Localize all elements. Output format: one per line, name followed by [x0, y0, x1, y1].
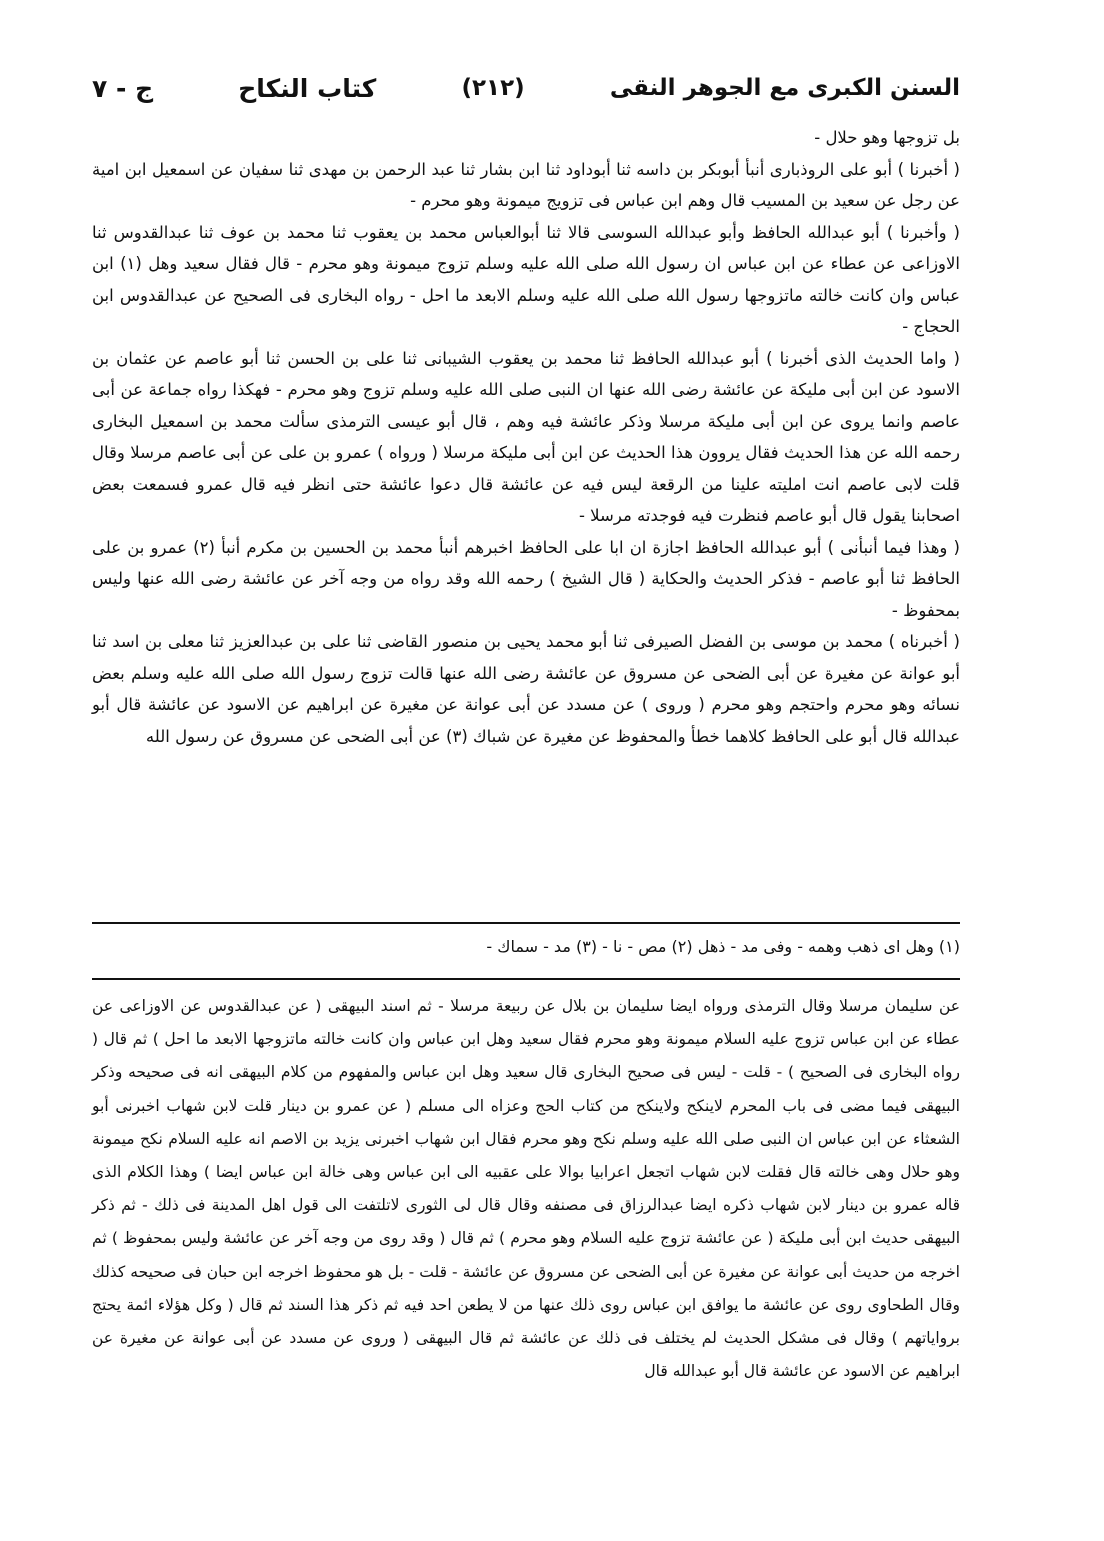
- main-paragraph: ( وأخبرنا ) أبو عبدالله الحافظ وأبو عبدالله السوسى قالا ثنا أبوالعباس محمد بن يعقوب ثنا محمد بن عوف ثنا عبدالقدوس ثنا الاوزاعى عن عطاء عن ابن عباس ان رسول الله صلى الله عليه وسلم تزوج ميمونة وهو محرم - قال فقال سعيد وهل (١) ابن عباس وان كانت خالته ماتزوجها رسول الله صلى الله عليه وسلم الابعد ما احل - رواه البخارى فى الصحيح عن عبدالقدوس ابن الحجاج -: [92, 222, 961, 336]
- page-header: [92, 60, 960, 116]
- volume-number: ج - ٧: [92, 73, 154, 103]
- main-paragraph: ( أخبرنا ) أبو على الروذبارى أنبأ أبوبكر بن داسه ثنا أبوداود ثنا ابن بشار ثنا عبد الرحمن بن مهدى ثنا سفيان عن اسمعيل ابن امية عن رجل عن سعيد بن المسيب قال وهم ابن عباس فى تزويج ميمونة وهو محرم -: [92, 159, 960, 210]
- main-text: [92, 122, 960, 752]
- main-paragraph: بل تزوجها وهو حلال -: [814, 128, 960, 147]
- book-title: السنن الكبرى مع الجوهر النقى: [609, 75, 960, 101]
- commentary-text: [92, 990, 960, 1388]
- main-paragraph: ( أخبرناه ) محمد بن موسى بن الفضل الصيرفى ثنا أبو محمد يحيى بن منصور القاضى ثنا على بن عبدالعزيز ثنا معلى بن اسد ثنا أبو عوانة عن مغيرة عن أبى الضحى عن مسروق عن عائشة رضى الله عنها قالت تزوج رسول الله صلى الله عليه وسلم بعض نسائه وهو محرم واحتجم وهو محرم ( وروى ) عن مسدد عن أبى عوانة عن مغيرة عن ابراهيم عن الاسود عن عائشة قال أبو عبدالله قال أبو على الحافظ كلاهما خطأ والمحفوظ عن مغيرة عن شباك (٣) عن أبى الضحى عن مسروق عن رسول الله: [92, 632, 960, 746]
- page-number: (٢١٢): [461, 75, 525, 101]
- footnote: (١) وهل اى ذهب وهمه - وفى مد - ذهل (٢) مص - نا - (٣) مد - سماك -: [486, 937, 960, 956]
- book-page: [92, 60, 960, 1520]
- chapter-title: كتاب النكاح: [238, 73, 377, 103]
- commentary-divider: [92, 978, 960, 980]
- main-paragraph: ( واما الحديث الذى أخبرنا ) أبو عبدالله الحافظ ثنا محمد بن يعقوب الشيبانى ثنا على بن الحسن ثنا أبو عاصم عن عثمان بن الاسود عن ابن أبى مليكة عن عائشة رضى الله عنها ان النبى صلى الله عليه وسلم تزوج وهو محرم - فهكذا رواه جماعة عن أبى عاصم وانما يروى عن ابن أبى مليكة مرسلا وذكر عائشة فيه وهم ، قال أبو عيسى الترمذى سألت محمد بن اسمعيل البخارى رحمه الله عن هذا الحديث فقال يروون هذا الحديث عن ابن أبى مليكة مرسلا ( ورواه ) عمرو بن على عن أبى عاصم مرسلا وقال قلت لابى عاصم انت امليته علينا من الرقعة ليس فيه عن عائشة قال دعوا عائشة حتى انظر فيه قال عمرو فسمعت بعض اصحابنا يقول قال أبو عاصم فنظرت فيه فوجدته مرسلا -: [92, 348, 960, 525]
- footnote-divider: [92, 922, 960, 924]
- commentary-paragraph: عن سليمان مرسلا وقال الترمذى ورواه ايضا سليمان بن بلال عن ربيعة مرسلا - ثم اسند البيهقى ( عن عبدالقدوس عن الاوزاعى عن عطاء عن ابن عباس تزوج عليه السلام ميمونة وهو محرم فقال سعيد وهل ابن عباس وان كانت خالته ماتزوجها الابعد ما احل ) ثم قال ( رواه البخارى فى الصحيح ) - قلت - ليس فى صحيح البخارى قال سعيد وهل ابن عباس والمفهوم من كلام البيهقى انه فى صحيحه وذكر البيهقى فيما مضى فى باب المحرم لاينكح ولاينكح من كتاب الحج وعزاه الى مسلم ( عن عمرو بن دينار قلت لابن شهاب اخبرنى أبو الشعثاء عن ابن عباس ان النبى صلى الله عليه وسلم نكح وهو محرم فقال ابن شهاب اخبرنى يزيد بن الاصم انه عليه السلام نكح ميمونة وهو حلال وهى خالته قال فقلت لابن شهاب اتجعل اعرابيا بوالا على عقبيه الى ابن عباس وهى خالة ابن عباس ايضا ) وهذا الكلام الذى قاله عمرو بن دينار لابن شهاب ذكره ايضا عبدالرزاق فى مصنفه وقال قال لى الثورى لاتلتفت الى قول اهل المدينة فى ذلك - ثم ذكر البيهقى حديث ابن أبى مليكة ( عن عائشة تزوج عليه السلام وهو محرم ) ثم قال ( وقد روى من وجه آخر عن عائشة وليس بمحفوظ ) ثم اخرجه من حديث أبى عوانة عن مغيرة عن أبى الضحى عن مسروق عن عائشة - قلت - بل هو محفوظ اخرجه ابن حبان فى صحيحه كذلك وقال الطحاوى روى عن عائشة ما يوافق ابن عباس روى ذلك عنها من لا يطعن احد فيه ثم ذكر هذا السند ثم قال ( وكل هؤلاء ائمة يحتج برواياتهم ) وقال فى مشكل الحديث لم يختلف فى ذلك عن عائشة ثم قال البيهقى ( وروى عن مسدد عن أبى عوانة عن مغيرة عن ابراهيم عن الاسود عن عائشة قال أبو عبدالله قال: [92, 997, 960, 1381]
- main-paragraph: ( وهذا فيما أنبأنى ) أبو عبدالله الحافظ اجازة ان ابا على الحافظ اخبرهم أنبأ محمد بن الحسين بن مكرم أنبأ (٢) عمرو بن على الحافظ ثنا أبو عاصم - فذكر الحديث والحكاية ( قال الشيخ ) رحمه الله وقد رواه من وجه آخر عن عائشة رضى الله عنها وليس بمحفوظ -: [92, 537, 960, 620]
